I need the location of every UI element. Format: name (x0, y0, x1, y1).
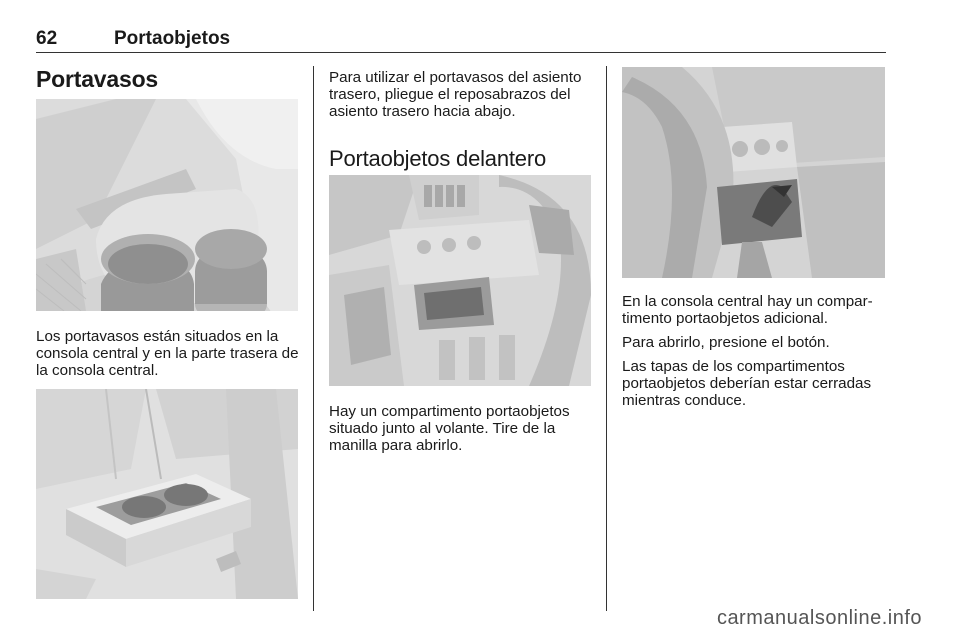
page-header-title: Portaobjetos (114, 28, 231, 49)
cupholder-rear-illustration (36, 389, 298, 599)
header-rule (36, 52, 886, 53)
front-storage-illustration (329, 175, 591, 386)
page-number: 62 (36, 28, 58, 49)
column-divider (313, 66, 314, 611)
section-heading-portavasos: Portavasos (36, 66, 159, 92)
section-heading-portaobjetos-delantero: Portaobjetos delantero (329, 146, 546, 171)
paragraph-console-compartment: En la consola central hay un compar-timento portaobjetos adicional. (622, 293, 873, 328)
paragraph-front-storage: Hay un compartimento portaobjetos situado junto al volante. Tire de la manilla para abrirlo. (329, 403, 570, 455)
cupholder-front-illustration (36, 99, 298, 311)
center-console-storage-illustration (622, 67, 885, 278)
column-divider (606, 66, 607, 611)
paragraph-press-button: Para abrirlo, presione el botón. (622, 334, 830, 351)
paragraph-rear-cupholder-usage: Para utilizar el portavasos del asiento trasero, pliegue el reposabrazos del asiento trasero hacia abajo. (329, 69, 582, 121)
paragraph-cupholder-location: Los portavasos están situados en la consola central y en la parte trasera de la consola central. (36, 328, 299, 380)
paragraph-close-covers: Las tapas de los compartimentos portaobjetos deberían estar cerradas mientras conduce. (622, 358, 872, 410)
watermark: carmanualsonline.info (716, 607, 922, 629)
